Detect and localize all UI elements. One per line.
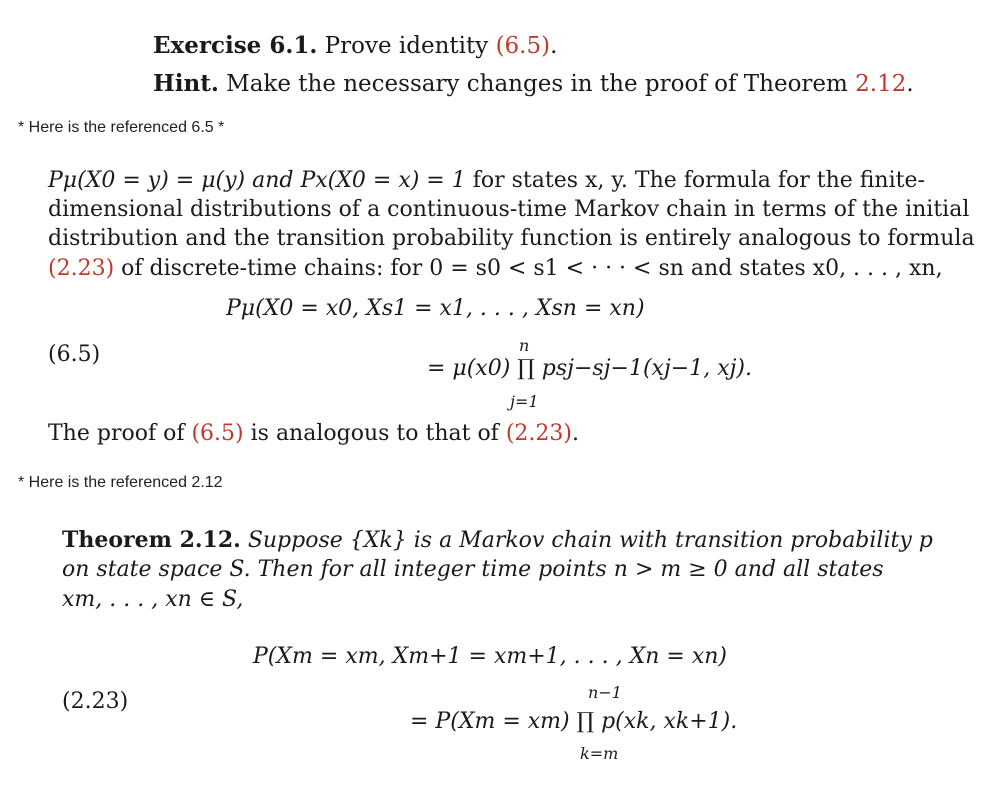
proof-text-b: is analogous to that of — [243, 421, 506, 446]
exercise-heading: Exercise 6.1. — [153, 32, 318, 59]
exercise-ref-link[interactable]: (6.5) — [495, 33, 551, 59]
product-lower-limit: j=1 — [510, 392, 539, 411]
product-2-23-upper-limit: n−1 — [588, 683, 622, 702]
hint-line — [153, 70, 914, 97]
product-2-23-lower-limit: k=m — [580, 744, 619, 763]
proof-ref-6-5-link[interactable]: (6.5) — [191, 421, 244, 446]
hint-heading: Hint. — [153, 70, 219, 97]
theorem-line1 — [62, 527, 933, 553]
excerpt1-line1 — [48, 168, 925, 193]
excerpt1-ref-2-23-link[interactable]: (2.23) — [48, 256, 115, 281]
exercise-line — [153, 32, 557, 59]
note-referenced-2-12: * Here is the referenced 2.12 — [18, 474, 223, 491]
equation-6-5-label: (6.5) — [48, 342, 101, 367]
excerpt1-line4-text: of discrete-time chains: for 0 = s0 < s1 < · · · < sn and states x0, . . . , xn, — [114, 256, 943, 281]
excerpt1-line1-text: for states x, y. The formula for the finite- — [465, 168, 925, 193]
theorem-heading: Theorem 2.12. — [62, 527, 241, 553]
exercise-end: . — [550, 33, 558, 59]
excerpt1-line1-formula: Pμ(X0 = y) = μ(y) and Px(X0 = x) = 1 — [48, 168, 466, 193]
equation-2-23-top: P(Xm = xm, Xm+1 = xm+1, . . . , Xn = xn) — [253, 644, 727, 669]
proof-text-c: . — [571, 421, 579, 446]
proof-sentence — [48, 421, 579, 446]
excerpt1-line2: dimensional distributions of a continuous-time Markov chain in terms of the initial — [48, 197, 970, 222]
excerpt1-line4 — [48, 256, 943, 281]
theorem-line2: on state space S. Then for all integer time points n > m ≥ 0 and all states — [62, 557, 884, 582]
proof-text-a: The proof of — [48, 421, 192, 446]
hint-end: . — [906, 71, 914, 97]
excerpt1-line3: distribution and the transition probability function is entirely analogous to formula — [48, 226, 975, 251]
equation-2-23-label: (2.23) — [62, 689, 129, 714]
theorem-line3: xm, . . . , xn ∈ S, — [62, 587, 244, 612]
note-referenced-6-5: * Here is the referenced 6.5 * — [18, 119, 225, 136]
hint-text: Make the necessary changes in the proof of Theorem — [226, 71, 856, 97]
hint-ref-link[interactable]: 2.12 — [855, 71, 907, 97]
exercise-text: Prove identity — [324, 33, 496, 59]
proof-ref-2-23-link[interactable]: (2.23) — [505, 421, 572, 446]
equation-2-23-bottom: = P(Xm = xm) ∏ p(xk, xk+1). — [410, 709, 738, 734]
equation-6-5-top: Pμ(X0 = x0, Xs1 = x1, . . . , Xsn = xn) — [226, 296, 645, 321]
theorem-line1-text: Suppose {Xk} is a Markov chain with transition probability p — [247, 528, 933, 553]
product-upper-limit: n — [519, 336, 530, 355]
equation-6-5-bottom: = μ(x0) ∏ psj−sj−1(xj−1, xj). — [427, 356, 752, 381]
